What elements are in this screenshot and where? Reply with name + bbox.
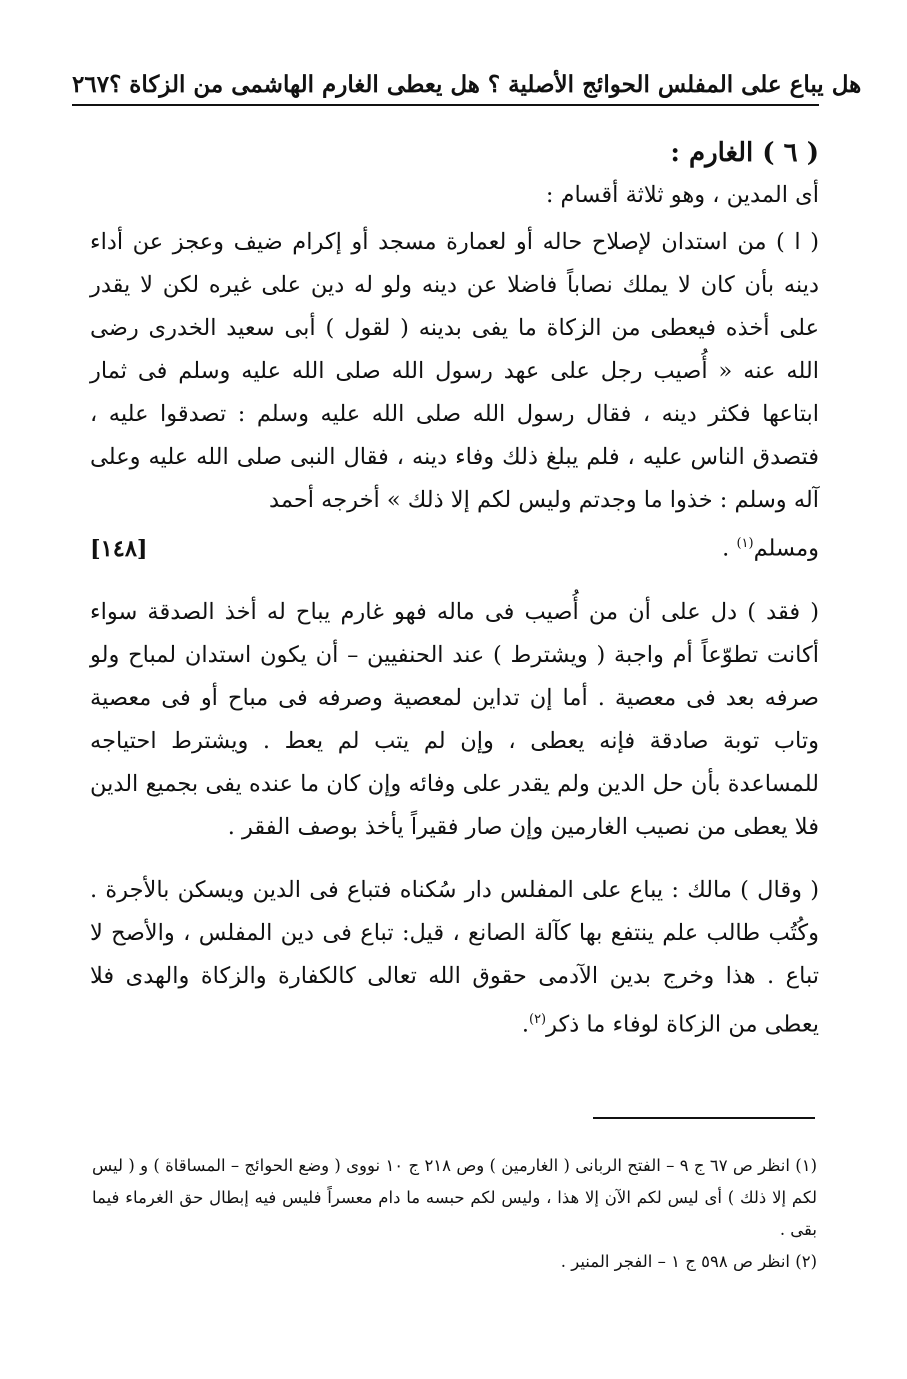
paragraph-1-last-line	[90, 522, 819, 571]
section-intro: أى المدين ، وهو ثلاثة أقسام :	[545, 182, 819, 208]
footnote-1: (١) انظر ص ٦٧ ج ٩ – الفتح الربانى ( الغارمين ) وص ٢١٨ ج ١٠ نووى ( وضع الحوائج – المساقاة ) و ( ليس لكم إلا ذلك ) أى ليس لكم الآن إلا هذا ، وليس لكم حبسه ما دام معسراً فليس فيه إبطال حق الغرماء فيما بقى .	[92, 1156, 818, 1239]
page-number: ٢٦٧	[72, 71, 110, 98]
hadith-reference-number: [١٤٨]	[90, 535, 148, 562]
paragraph-2: ( فقد ) دل على أن من أُصيب فى ماله فهو غارم يباح له أخذ الصدقة سواء أكانت تطوّعاً أم واجبة ( ويشترط ) عند الحنفيين – أن يكون استدان لمباح ولو صرفه بعد فى معصية . أما إن تداين لمعصية وصرفه فى مباح أو فى معصية وتاب توبة صادقة فإنه يعطى ، وإن لم يتب لم يعط . ويشترط احتياجه للمساعدة بأن حل الدين ولم يقدر على وفائه وإن كان ما عنده يفى بجميع الدين فلا يعطى من نصيب الغارمين وإن صار فقيراً يأخذ بوصف الفقر .	[90, 598, 819, 840]
footnote-marker-1: (١)	[736, 536, 754, 551]
paragraph-1	[90, 221, 819, 522]
footnote-2: (٢) انظر ص ٥٩٨ ج ١ – الفجر المنير .	[560, 1252, 817, 1271]
paragraph-3	[90, 869, 819, 1047]
paragraph-3-text: ( وقال ) مالك : يباع على المفلس دار سُكناه فتباع فى الدين ويسكن بالأجرة . وكُتُب طالب علم ينتفع بها كآلة الصانع ، قيل: تباع فى دين المفلس ، والأصح لا تباع . هذا وخرج بدين الآدمى حقوق الله تعالى كالكفارة والزكاة والهدى فلا يعطى من الزكاة لوفاء ما ذكر	[90, 876, 819, 1037]
section-heading: ( ٦ ) الغارم :	[670, 138, 819, 168]
main-text	[90, 130, 819, 1046]
paragraph-1-end: ومسلم$^{(١)}$ .	[722, 535, 819, 562]
footnote-separator	[593, 1117, 815, 1119]
footnote-marker-2: (٢)	[528, 1011, 547, 1027]
paragraph-1-end-text: ومسلم	[753, 535, 819, 562]
running-header	[72, 48, 862, 106]
footnotes	[92, 1150, 817, 1278]
paragraph-3-end: .	[521, 1011, 529, 1037]
running-title: هل يباع على المفلس الحوائج الأصلية ؟ هل يعطى الغارم الهاشمى من الزكاة ؟	[109, 71, 862, 98]
paragraph-1-text: ( ا ) من استدان لإصلاح حاله أو لعمارة مسجد أو إكرام ضيف وعجز عن أداء دينه بأن كان لا يملك نصاباً فاضلا عن دينه ولو له دين على غيره لكن لا يقدر على أخذه فيعطى من الزكاة ما يفى بدينه ( لقول ) أبى سعيد الخدرى رضى الله عنه « أُصيب رجل على عهد رسول الله صلى الله عليه وسلم فى ثمار ابتاعها فكثر دينه ، فقال رسول الله صلى الله عليه وسلم : تصدقوا عليه ، فتصدق الناس عليه ، فلم يبلغ ذلك وفاء دينه ، فقال النبى صلى الله عليه وعلى آله وسلم : خذوا ما وجدتم وليس لكم إلا ذلك » أخرجه أحمد	[90, 229, 819, 513]
